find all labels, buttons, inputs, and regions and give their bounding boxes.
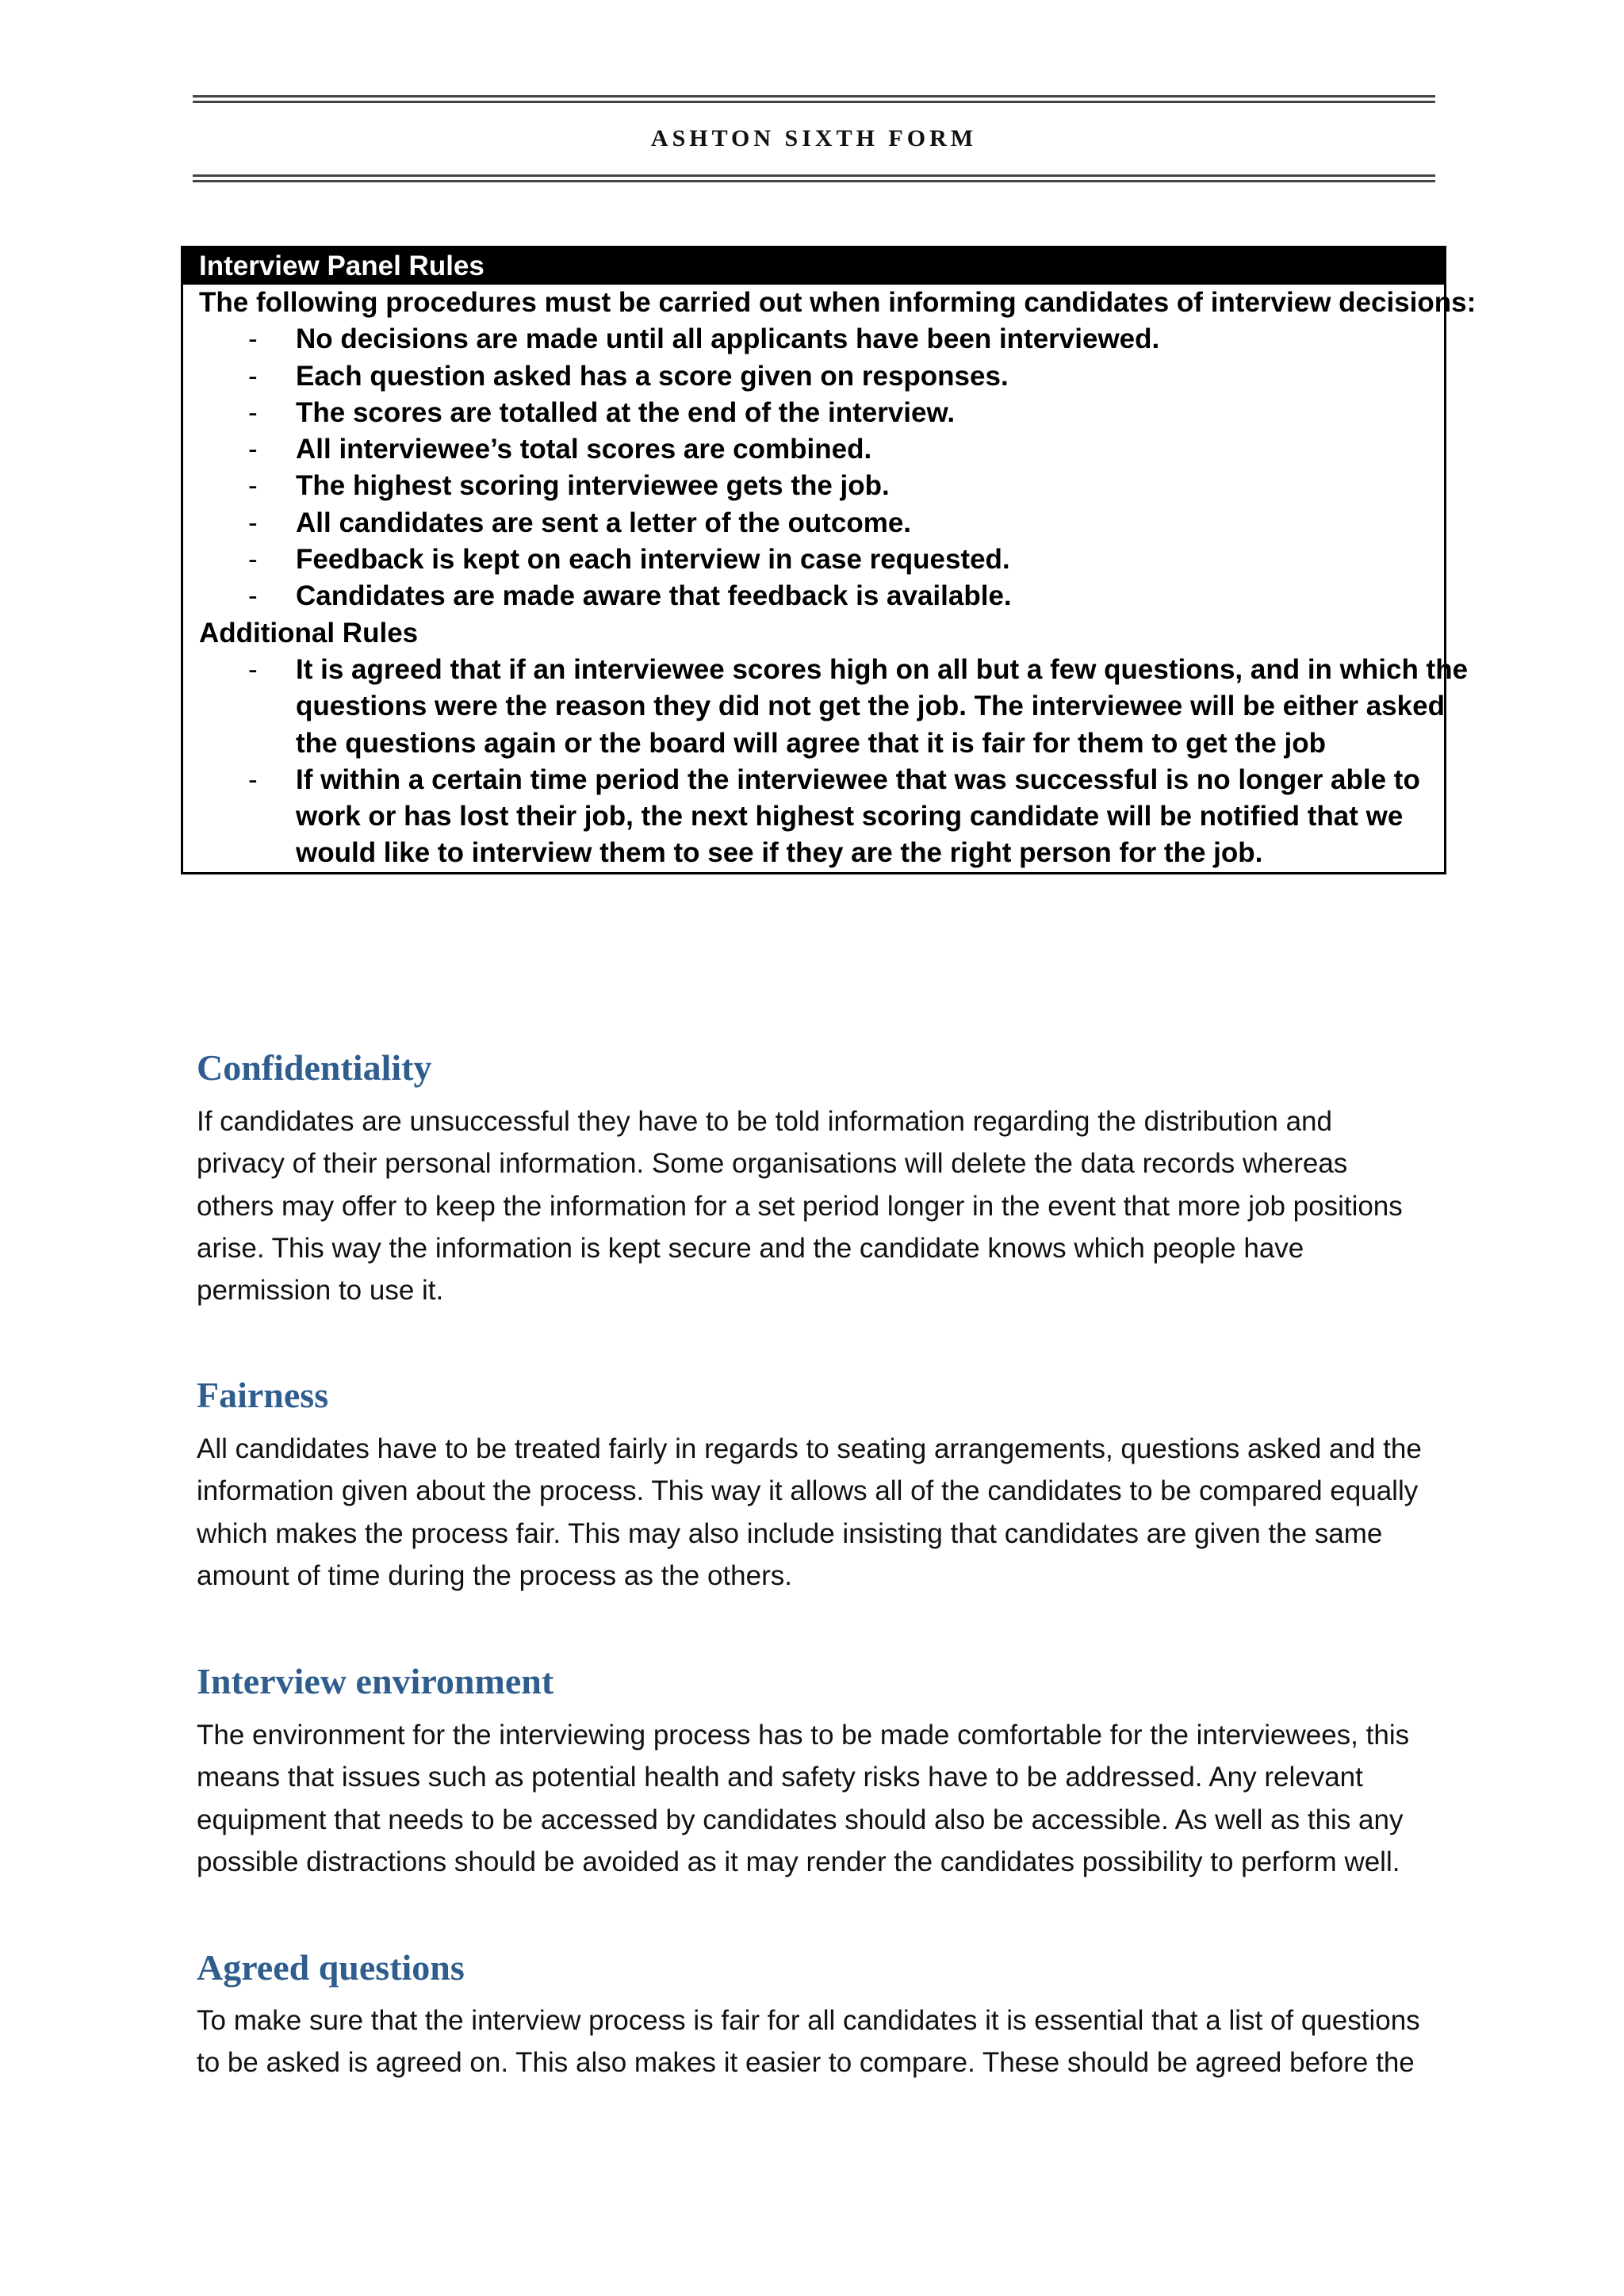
procedure-item: - The scores are totalled at the end of the interview. [199,395,1444,431]
additional-rule-item: - If within a certain time period the interviewee that was successful is no longer able to work or has lost their job, the next highest scoring candidate will be notified that we would like to interview them to see if they are the right person for the job. [199,762,1444,872]
section-heading-interview-environment: Interview environment [197,1661,554,1701]
list-dash: - [248,323,258,355]
procedure-item: - The highest scoring interviewee gets the job. [199,468,1444,504]
list-dash: - [248,507,258,538]
list-dash: - [248,544,258,576]
list-dash: - [248,470,258,502]
procedure-item: - Each question asked has a score given on responses. [199,358,1444,395]
header-bottom-rule [193,174,1435,182]
additional-rule-item: - It is agreed that if an interviewee scores high on all but a few questions, and in which the questions were the reason they did not get the job. The interviewee will be either asked the questions again or the board will agree that it is fair for them to get the job [199,652,1444,762]
section-text-agreed-questions: To make sure that the interview process is fair for all candidates it is essential that a list of questions to be asked is agreed on. This also makes it easier to compare. These should be agreed before the [197,2005,1420,2079]
section-text-confidentiality: If candidates are unsuccessful they have to be told information regarding the distribution and privacy of their personal information. Some organisations will delete the data records whereas others may offer to keep the information for a set period longer in the event that more job positions arise. This way the information is kept secure and the candidate knows which people have permission to use it. [197,1106,1403,1307]
header-top-rule [193,95,1435,103]
section-text-interview-environment: The environment for the interviewing process has to be made comfortable for the interviewees, this means that issues such as potential health and safety risks have to be addressed. Any relevant equipment that needs to be accessed by candidates should also be accessible. As well as this any possible distractions should be avoided as it may render the candidates possibility to perform well. [197,1720,1410,1877]
procedure-item: - All interviewee’s total scores are combined. [199,431,1444,468]
section-heading-confidentiality: Confidentiality [197,1047,432,1088]
procedure-item: - No decisions are made until all applicants have been interviewed. [199,321,1444,358]
list-dash: - [248,653,258,685]
procedure-item: - Candidates are made aware that feedback is available. [199,578,1444,614]
list-dash: - [248,434,258,465]
list-dash: - [248,360,258,392]
rules-intro: The following procedures must be carried out when informing candidates of interview decisions: [199,287,1477,318]
list-dash: - [248,396,258,428]
section-heading-fairness: Fairness [197,1375,329,1415]
header-title: ASHTON SIXTH FORM [650,125,978,151]
rules-box-title: Interview Panel Rules [183,248,1444,285]
procedure-item: - All candidates are sent a letter of the outcome. [199,505,1444,541]
rules-box-body [183,285,1477,872]
list-dash: - [248,580,258,612]
interview-panel-rules-box [181,246,1477,874]
section-text-fairness: All candidates have to be treated fairly in regards to seating arrangements, questions asked and the information given about the process. This way it allows all of the candidates to be compared equally which makes the process fair. This may also include insisting that candidates are given the same amount of time during the process as the others. [197,1433,1422,1591]
additional-rules-title: Additional Rules [199,617,419,649]
list-dash: - [248,763,258,795]
section-heading-agreed-questions: Agreed questions [197,1947,465,1988]
procedure-item: - Feedback is kept on each interview in case requested. [199,541,1444,578]
